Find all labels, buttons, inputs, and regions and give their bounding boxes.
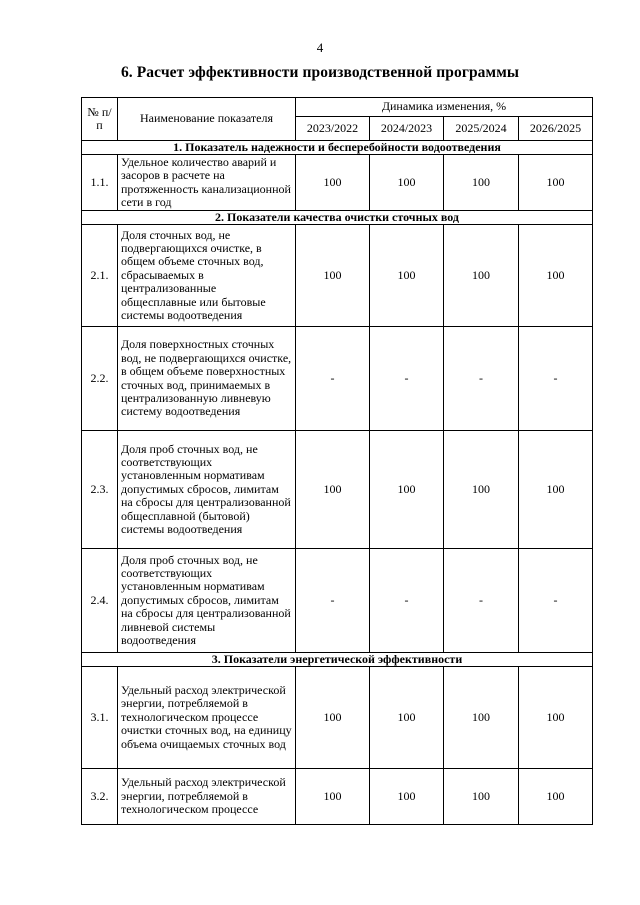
row-number: 2.4.	[82, 549, 118, 653]
table-row	[82, 155, 593, 211]
indicator-value: 100	[370, 769, 444, 825]
indicator-value: 100	[370, 667, 444, 769]
table-row	[82, 667, 593, 769]
header-dynamics: Динамика изменения, %	[296, 98, 593, 117]
indicator-value: 100	[296, 769, 370, 825]
row-number: 2.3.	[82, 431, 118, 549]
row-number: 2.1.	[82, 225, 118, 327]
indicator-value: -	[444, 327, 519, 431]
row-number: 1.1.	[82, 155, 118, 211]
indicator-value: 100	[296, 431, 370, 549]
table-row	[82, 769, 593, 825]
indicator-value: 100	[519, 155, 593, 211]
row-number: 3.2.	[82, 769, 118, 825]
table-row	[82, 431, 593, 549]
page-number: 4	[316, 40, 324, 55]
row-number: 2.2.	[82, 327, 118, 431]
indicator-value: 100	[370, 155, 444, 211]
indicator-value: 100	[444, 431, 519, 549]
indicator-value: 100	[519, 225, 593, 327]
header-year: 2025/2024	[444, 117, 519, 141]
indicator-value: -	[370, 549, 444, 653]
header-num: № п/п	[82, 98, 118, 141]
indicator-value: -	[444, 549, 519, 653]
indicator-value: -	[370, 327, 444, 431]
indicator-value: 100	[444, 225, 519, 327]
indicator-value: 100	[370, 225, 444, 327]
indicator-name: Доля проб сточных вод, не соответствующих установленным нормативам допустимых сбросов, лимитам на сбросы для централизованной ливневой системы водоотведения	[118, 549, 296, 653]
section-title: 3. Показатели энергетической эффективности	[82, 653, 593, 667]
indicator-value: -	[296, 327, 370, 431]
indicator-name: Доля поверхностных сточных вод, не подвергающихся очистке, в общем объеме поверхностных сточных вод, принимаемых в централизованную ливневую систему водоотведения	[118, 327, 296, 431]
indicator-value: 100	[296, 155, 370, 211]
indicator-value: -	[296, 549, 370, 653]
table-header	[82, 98, 593, 141]
indicator-value: -	[519, 549, 593, 653]
row-number: 3.1.	[82, 667, 118, 769]
header-year: 2024/2023	[370, 117, 444, 141]
page-title: 6. Расчет эффективности производственной программы	[120, 64, 520, 81]
table-row	[82, 225, 593, 327]
indicators-table	[81, 97, 593, 825]
indicator-value: 100	[296, 667, 370, 769]
table-row	[82, 549, 593, 653]
indicator-value: 100	[444, 667, 519, 769]
indicator-value: 100	[444, 155, 519, 211]
indicator-name: Доля сточных вод, не подвергающихся очистке, в общем объеме сточных вод, сбрасываемых в централизованные общесплавные или бытовые системы водоотведения	[118, 225, 296, 327]
indicator-name: Удельный расход электрической энергии, потребляемой в технологическом процессе очистки сточных вод, на единицу объема очищаемых сточных вод	[118, 667, 296, 769]
section-title: 1. Показатель надежности и бесперебойности водоотведения	[82, 141, 593, 155]
indicator-value: 100	[519, 667, 593, 769]
indicator-name: Удельный расход электрической энергии, потребляемой в технологическом процессе	[118, 769, 296, 825]
section-header-row	[82, 653, 593, 667]
table-body	[82, 141, 593, 825]
section-header-row	[82, 211, 593, 225]
indicator-value: 100	[370, 431, 444, 549]
section-header-row	[82, 141, 593, 155]
header-year: 2023/2022	[296, 117, 370, 141]
header-year: 2026/2025	[519, 117, 593, 141]
indicator-value: -	[519, 327, 593, 431]
indicator-value: 100	[519, 769, 593, 825]
indicator-name: Удельное количество аварий и засоров в расчете на протяженность канализационной сети в год	[118, 155, 296, 211]
header-name: Наименование показателя	[118, 98, 296, 141]
table-row	[82, 327, 593, 431]
indicator-value: 100	[296, 225, 370, 327]
section-title: 2. Показатели качества очистки сточных вод	[82, 211, 593, 225]
indicator-name: Доля проб сточных вод, не соответствующих установленным нормативам допустимых сбросов, лимитам на сбросы для централизованной общесплавной (бытовой) системы водоотведения	[118, 431, 296, 549]
indicator-value: 100	[519, 431, 593, 549]
indicator-value: 100	[444, 769, 519, 825]
